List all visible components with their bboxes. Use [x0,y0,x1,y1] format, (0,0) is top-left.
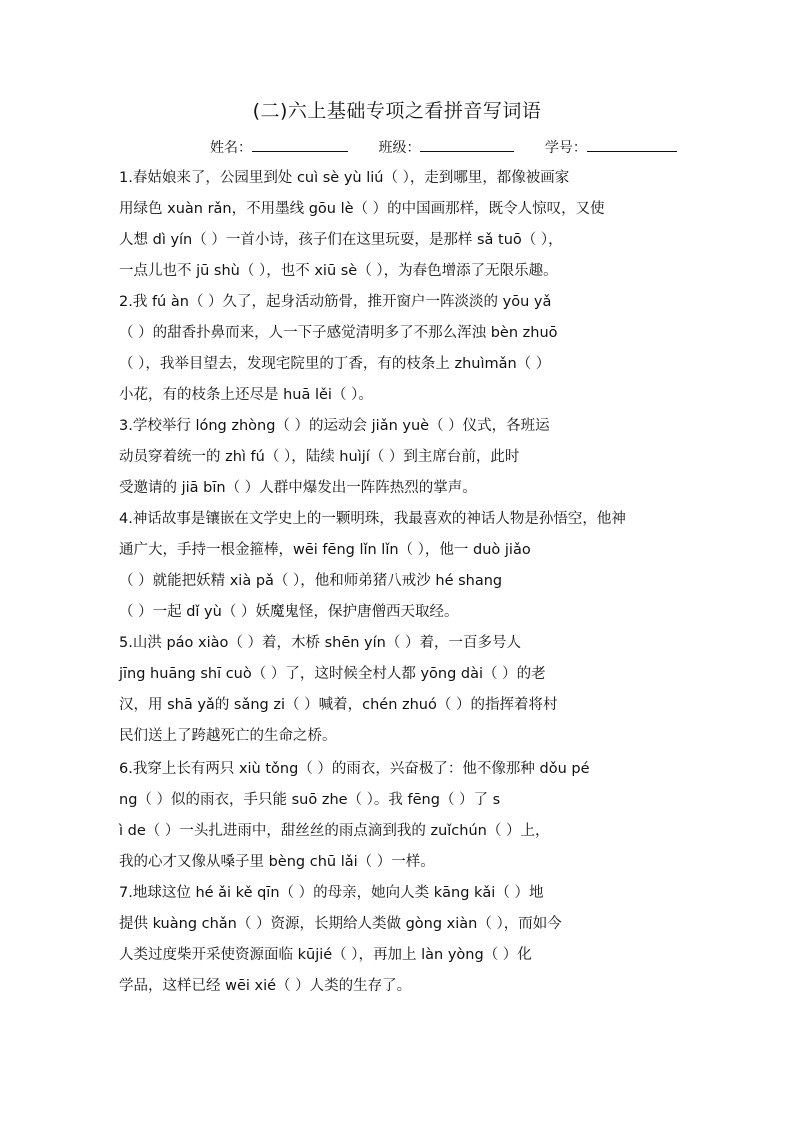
question-3-line-1: 3.学校举行 lóng zhòng（ ）的运动会 jiǎn yuè（ ）仪式，各班运 [119,418,550,434]
class-field [378,136,514,157]
question-7-line-1: 7.地球这位 hé ǎi kě qīn（ ）的母亲，她向人类 kāng kǎi（ ）地 [119,885,544,901]
question-1-line-1: 1.春姑娘来了，公园里到处 cuì sè yù liú（ ），走到哪里，都像被画家 [119,170,570,186]
student-number-blank[interactable] [587,136,677,152]
question-6-line-3: ì de（ ）一头扎进雨中，甜丝丝的雨点滴到我的 zuǐchún（ ）上， [119,823,550,839]
question-7-line-2: 提供 kuàng chǎn（ ）资源，长期给人类做 gòng xiàn（ ），而如今 [119,916,562,932]
question-5-line-4: 民们送上了跨越死亡的生命之桥。 [119,728,337,744]
class-blank[interactable] [420,136,514,152]
question-4-line-1: 4.神话故事是镶嵌在文学史上的一颗明珠，我最喜欢的神话人物是孙悟空，他神 [119,511,626,527]
question-6-line-4: 我的心才又像从嗓子里 bèng chū lǎi（ ）一样。 [119,854,435,870]
student-info-row [210,136,703,157]
question-5-line-3: 汉，用 shā yǎ的 sǎng zi（ ）喊着，chén zhuó（ ）的指挥着将村 [119,697,558,713]
question-6-line-1: 6.我穿上长有两只 xiù tǒng（ ）的雨衣，兴奋极了：他不像那种 dǒu pé [119,761,590,777]
class-label: 班级： [378,140,421,156]
question-2-line-3: （ ），我举目望去，发现宅院里的丁香，有的枝条上 zhuìmǎn（ ） [119,356,551,372]
question-1-line-4: 一点儿也不 jū shù（ ），也不 xiū sè（ ），为春色增添了无限乐趣。 [119,263,558,279]
name-label: 姓名： [210,140,252,156]
question-5-line-1: 5.山洪 páo xiào（ ）着，木桥 shēn yín（ ）着，一百多号人 [119,635,521,651]
question-6-line-2: ng（ ）似的雨衣，手只能 suō zhe（ ）。我 fēng（ ）了 s [119,792,501,808]
question-4-line-4: （ ）一起 dǐ yù（ ）妖魔鬼怪，保护唐僧西天取经。 [119,604,459,620]
question-5-line-2: jīng huāng shī cuò（ ）了，这时候全村人都 yōng dài（ ）的老 [119,666,546,682]
question-2-line-4: 小花，有的枝条上还尽是 huā lěi（ ）。 [119,387,373,403]
question-1-line-3: 人想 dì yín（ ）一首小诗，孩子们在这里玩耍，是那样 sǎ tuō（ ）， [119,232,563,248]
question-7-line-4: 学品，这样已经 wēi xié（ ）人类的生存了。 [119,978,412,994]
name-blank[interactable] [252,136,348,152]
question-2-line-1: 2.我 fú àn（ ）久了，起身活动筋骨，推开窗户一阵淡淡的 yōu yǎ [119,294,552,310]
name-field [210,136,348,157]
question-2-line-2: （ ）的甜香扑鼻而来，人一下子感觉清明多了不那么浑浊 bèn zhuō [119,325,558,341]
question-4-line-3: （ ）就能把妖精 xià pǎ（ ），他和师弟猪八戒沙 hé shang [119,573,503,589]
page-title: (二)六上基础专项之看拼音写词语 [252,100,542,122]
student-number-field [545,136,677,157]
question-3-line-3: 受邀请的 jiā bīn（ ）人群中爆发出一阵阵热烈的掌声。 [119,480,477,496]
question-1-line-2: 用绿色 xuàn rǎn，不用墨线 gōu lè（ ）的中国画那样，既令人惊叹，又使 [119,201,605,217]
question-7-line-3: 人类过度柴开采使资源面临 kūjié（ ），再加上 làn yòng（ ）化 [119,947,532,963]
question-4-line-2: 通广大，手持一根金箍棒，wēi fēng lǐn lǐn（ ），他一 duò jiǎo [119,542,531,558]
question-3-line-2: 动员穿着统一的 zhì fú（ ），陆续 huìjí（ ）到主席台前，此时 [119,449,520,465]
student-number-label: 学号： [544,140,587,156]
